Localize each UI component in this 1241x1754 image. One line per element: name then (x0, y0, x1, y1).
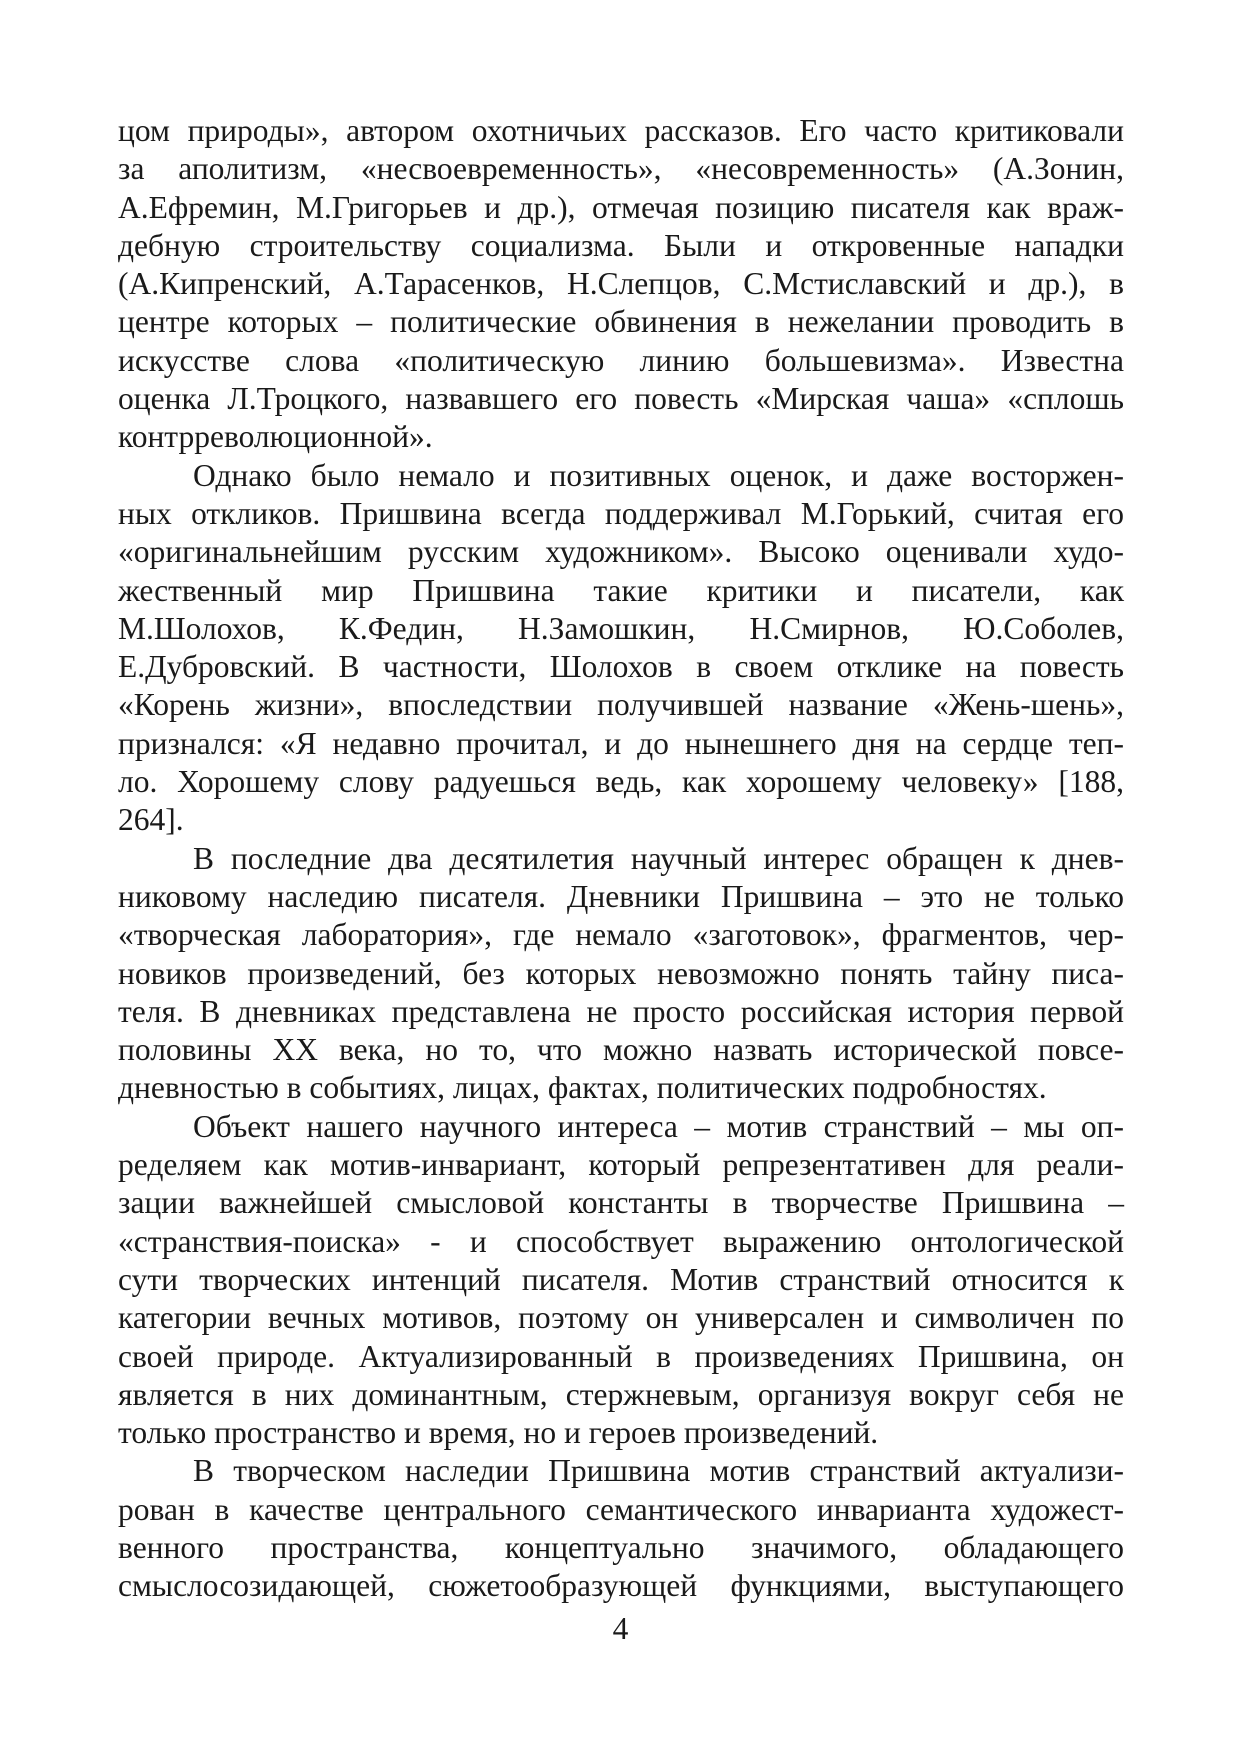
text-line: никовому наследию писателя. Дневники Пришвина – это не только (118, 878, 1124, 914)
paragraph-4 (118, 1108, 1124, 1453)
text-line: является в них доминантным, стержневым, организуя вокруг себя не (118, 1376, 1124, 1412)
text-line: половины XX века, но то, что можно назвать исторической повсе- (118, 1032, 1124, 1068)
text-line: «творческая лаборатория», где немало «заготовок», фрагментов, чер- (118, 917, 1124, 953)
page-number: 4 (612, 1611, 629, 1646)
text-line: ных откликов. Пришвина всегда поддерживал М.Горький, считая его (118, 495, 1124, 531)
text-line: В последние два десятилетия научный интерес обращен к днев- (193, 840, 1124, 876)
text-line: жественный мир Пришвина такие критики и писатели, как (118, 572, 1124, 608)
text-line: цом природы», автором охотничьих рассказов. Его часто критиковали (118, 113, 1124, 148)
text-line: «оригинальнейшим русским художником». Высоко оценивали худо- (118, 534, 1124, 570)
text-line: Е.Дубровский. В частности, Шолохов в своем отклике на повесть (118, 649, 1124, 685)
text-line: категории вечных мотивов, поэтому он универсален и символичен по (118, 1300, 1124, 1336)
text-line: смыслосозидающей, сюжетообразующей функциями, выступающего (118, 1568, 1124, 1604)
text-line: контрреволюционной». (118, 419, 433, 455)
text-line: признался: «Я недавно прочитал, и до нынешнего дня на сердце теп- (118, 725, 1124, 761)
text-line: новиков произведений, без которых невозможно понять тайну писа- (118, 955, 1124, 991)
text-line: дебную строительству социализма. Были и откровенные нападки (118, 227, 1124, 263)
page-body (118, 112, 1124, 1606)
text-line: зации важнейшей смысловой константы в творчестве Пришвина – (118, 1185, 1124, 1221)
text-line: ло. Хорошему слову радуешься ведь, как хорошему человеку» [188, (118, 764, 1124, 800)
text-line: А.Ефремин, М.Григорьев и др.), отмечая позицию писателя как враж- (118, 189, 1124, 225)
paragraph-1 (118, 112, 1124, 457)
paragraph-3 (118, 840, 1124, 1108)
text-line: М.Шолохов, К.Федин, Н.Замошкин, Н.Смирнов, Ю.Соболев, (118, 610, 1124, 646)
paragraph-2 (118, 457, 1124, 840)
text-line: 264]. (118, 802, 184, 838)
text-line: дневностью в событиях, лицах, фактах, политических подробностях. (118, 1070, 1047, 1106)
text-line: В творческом наследии Пришвина мотив странствий актуализи- (193, 1453, 1124, 1489)
text-line: рован в качестве центрального семантического инварианта художест- (118, 1491, 1124, 1527)
paragraph-5 (118, 1452, 1124, 1605)
text-line: (А.Кипренский, А.Тарасенков, Н.Слепцов, С.Мстиславский и др.), в (118, 266, 1124, 302)
text-line: сути творческих интенций писателя. Мотив странствий относится к (118, 1261, 1124, 1297)
text-line: оценка Л.Троцкого, назвавшего его повесть «Мирская чаша» «сплошь (118, 381, 1124, 417)
text-line: ределяем как мотив-инвариант, который репрезентативен для реали- (118, 1147, 1124, 1183)
text-line: своей природе. Актуализированный в произведениях Пришвина, он (118, 1338, 1124, 1374)
text-line: только пространство и время, но и героев произведений. (118, 1415, 879, 1451)
text-line: венного пространства, концептуально значимого, обладающего (118, 1529, 1124, 1565)
text-line: «странствия-поиска» - и способствует выражению онтологической (118, 1223, 1124, 1259)
text-line: центре которых – политические обвинения в нежелании проводить в (118, 304, 1124, 340)
text-line: искусстве слова «политическую линию большевизма». Известна (118, 342, 1124, 378)
text-line: «Корень жизни», впоследствии получившей название «Жень-шень», (118, 687, 1124, 723)
text-line: Объект нашего научного интереса – мотив странствий – мы оп- (193, 1108, 1124, 1144)
text-line: теля. В дневниках представлена не просто российская история первой (118, 993, 1124, 1029)
text-line: Однако было немало и позитивных оценок, и даже восторжен- (193, 457, 1124, 493)
text-line: за аполитизм, «несвоевременность», «несовременность» (А.Зонин, (118, 151, 1124, 187)
